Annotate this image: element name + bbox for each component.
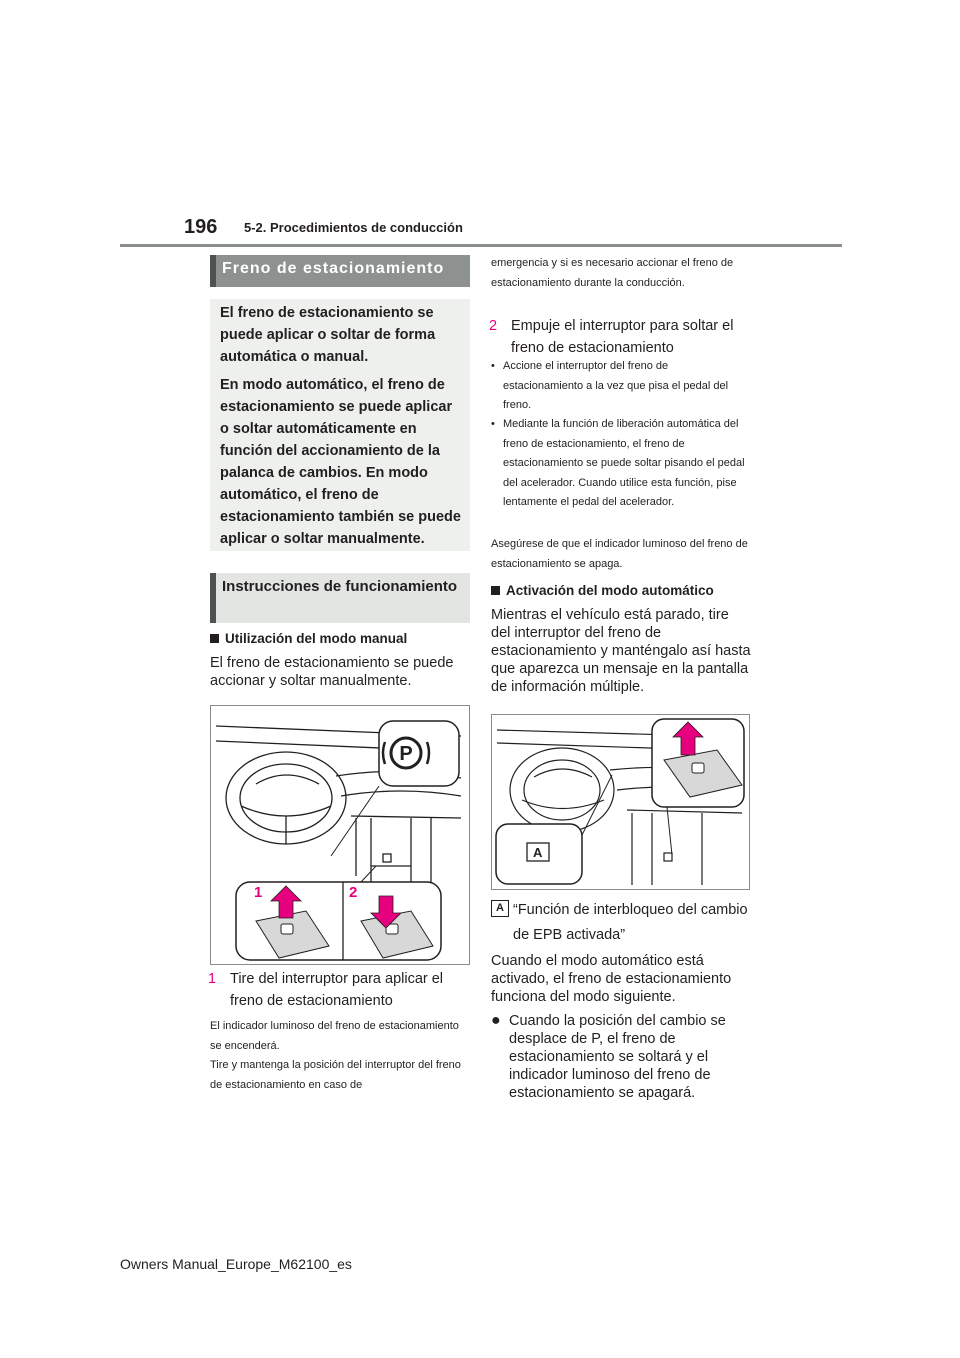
svg-text:P: P xyxy=(399,743,413,765)
caption-a-label: A xyxy=(491,900,509,917)
step-number-2: 2 xyxy=(489,318,498,334)
step-1 xyxy=(210,968,470,1012)
note-emergency: Tire y mantenga la posición del interruptor del freno de estacionamiento en caso de xyxy=(210,1059,461,1091)
figure-label-2: 2 xyxy=(349,884,358,901)
continuation-text: emergencia y si es necesario accionar el freno de estacionamiento durante la conducción. xyxy=(491,257,734,289)
intro-paragraph-1: El freno de estacionamiento se puede aplicar o soltar de forma automática o manual. xyxy=(220,305,436,365)
subsection-heading xyxy=(210,573,470,623)
section-heading-text: Freno de estacionamiento xyxy=(222,260,445,277)
square-bullet-icon xyxy=(210,634,219,643)
note-indicator-off: Asegúrese de que el indicador luminoso del freno de estacionamiento se apaga. xyxy=(491,538,748,570)
bullet-dot-icon: ● xyxy=(491,1012,501,1029)
intro-box xyxy=(210,299,470,551)
manual-mode-body: El freno de estacionamiento se puede accionar y soltar manualmente. xyxy=(210,655,454,689)
auto-bullet-text: Cuando la posición del cambio se desplace de P, el freno de estacionamiento se soltará y el indicador luminoso del freno de estacionamiento se apagará. xyxy=(509,1013,726,1101)
manual-brake-figure xyxy=(210,705,470,965)
auto-mode-description: Cuando el modo automático está activado, el freno de estacionamiento funciona del modo siguiente. xyxy=(491,953,732,1005)
square-bullet-icon xyxy=(491,586,500,595)
footer-text: Owners Manual_Europe_M62100_es xyxy=(120,1256,352,1272)
manual-mode-heading: Utilización del modo manual xyxy=(210,631,470,646)
bullet-text-1: Accione el interruptor del freno de estacionamiento a la vez que pisa el pedal del freno. xyxy=(503,360,729,411)
bullet-text-2: Mediante la función de liberación automática del freno de estacionamiento, el freno de estacionamiento se puede soltar pisando el pedal del acelerador. Cuando utilice esta función, pise lentamente el pedal del acelerador. xyxy=(503,418,745,508)
dashboard-illustration-auto xyxy=(492,715,749,889)
dashboard-illustration xyxy=(211,706,469,964)
section-title: 5-2. Procedimientos de conducción xyxy=(244,220,463,235)
section-heading xyxy=(210,255,470,287)
step-number-1: 1 xyxy=(208,971,217,987)
step-2 xyxy=(491,315,751,359)
auto-mode-figure xyxy=(491,714,750,890)
bullet-2: • Mediante la función de liberación automática del freno de estacionamiento, el freno de estacionamiento se puede soltar pisando el pedal del acelerador. Cuando utilice esta función, pise lentamente el pedal del acelerador. xyxy=(491,415,751,533)
caption-a xyxy=(491,898,751,948)
auto-bullet xyxy=(491,1012,751,1112)
step-text-1: Tire del interruptor para aplicar el freno de estacionamiento xyxy=(230,971,444,1009)
note-indicator-on: El indicador luminoso del freno de estacionamiento se encenderá. xyxy=(210,1020,459,1052)
parking-brake-icon xyxy=(331,721,459,856)
caption-a-text: “Función de interbloqueo del cambio de EPB activada” xyxy=(513,902,748,943)
auto-mode-heading: Activación del modo automático xyxy=(491,583,751,598)
intro-paragraph-2: En modo automático, el freno de estacionamiento se puede aplicar o soltar automáticamente en función del accionamiento de la palanca de cambios. En modo automático, el freno de estacionamiento también se puede aplicar o soltar manualmente. xyxy=(220,377,461,547)
header-rule xyxy=(120,244,842,247)
page-number: 196 xyxy=(184,216,218,238)
subsection-heading-text: Instrucciones de funcionamiento xyxy=(222,578,458,595)
figure-label-a: A xyxy=(533,845,543,860)
step-text-2: Empuje el interruptor para soltar el freno de estacionamiento xyxy=(511,318,734,356)
figure-label-1: 1 xyxy=(254,884,263,901)
auto-mode-body: Mientras el vehículo está parado, tire del interruptor del freno de estacionamiento y manténgalo así hasta que aparezca un mensaje en la pantalla de información múltiple. xyxy=(491,607,751,695)
bullet-1: • Accione el interruptor del freno de estacionamiento a la vez que pisa el pedal del freno. xyxy=(491,357,751,417)
